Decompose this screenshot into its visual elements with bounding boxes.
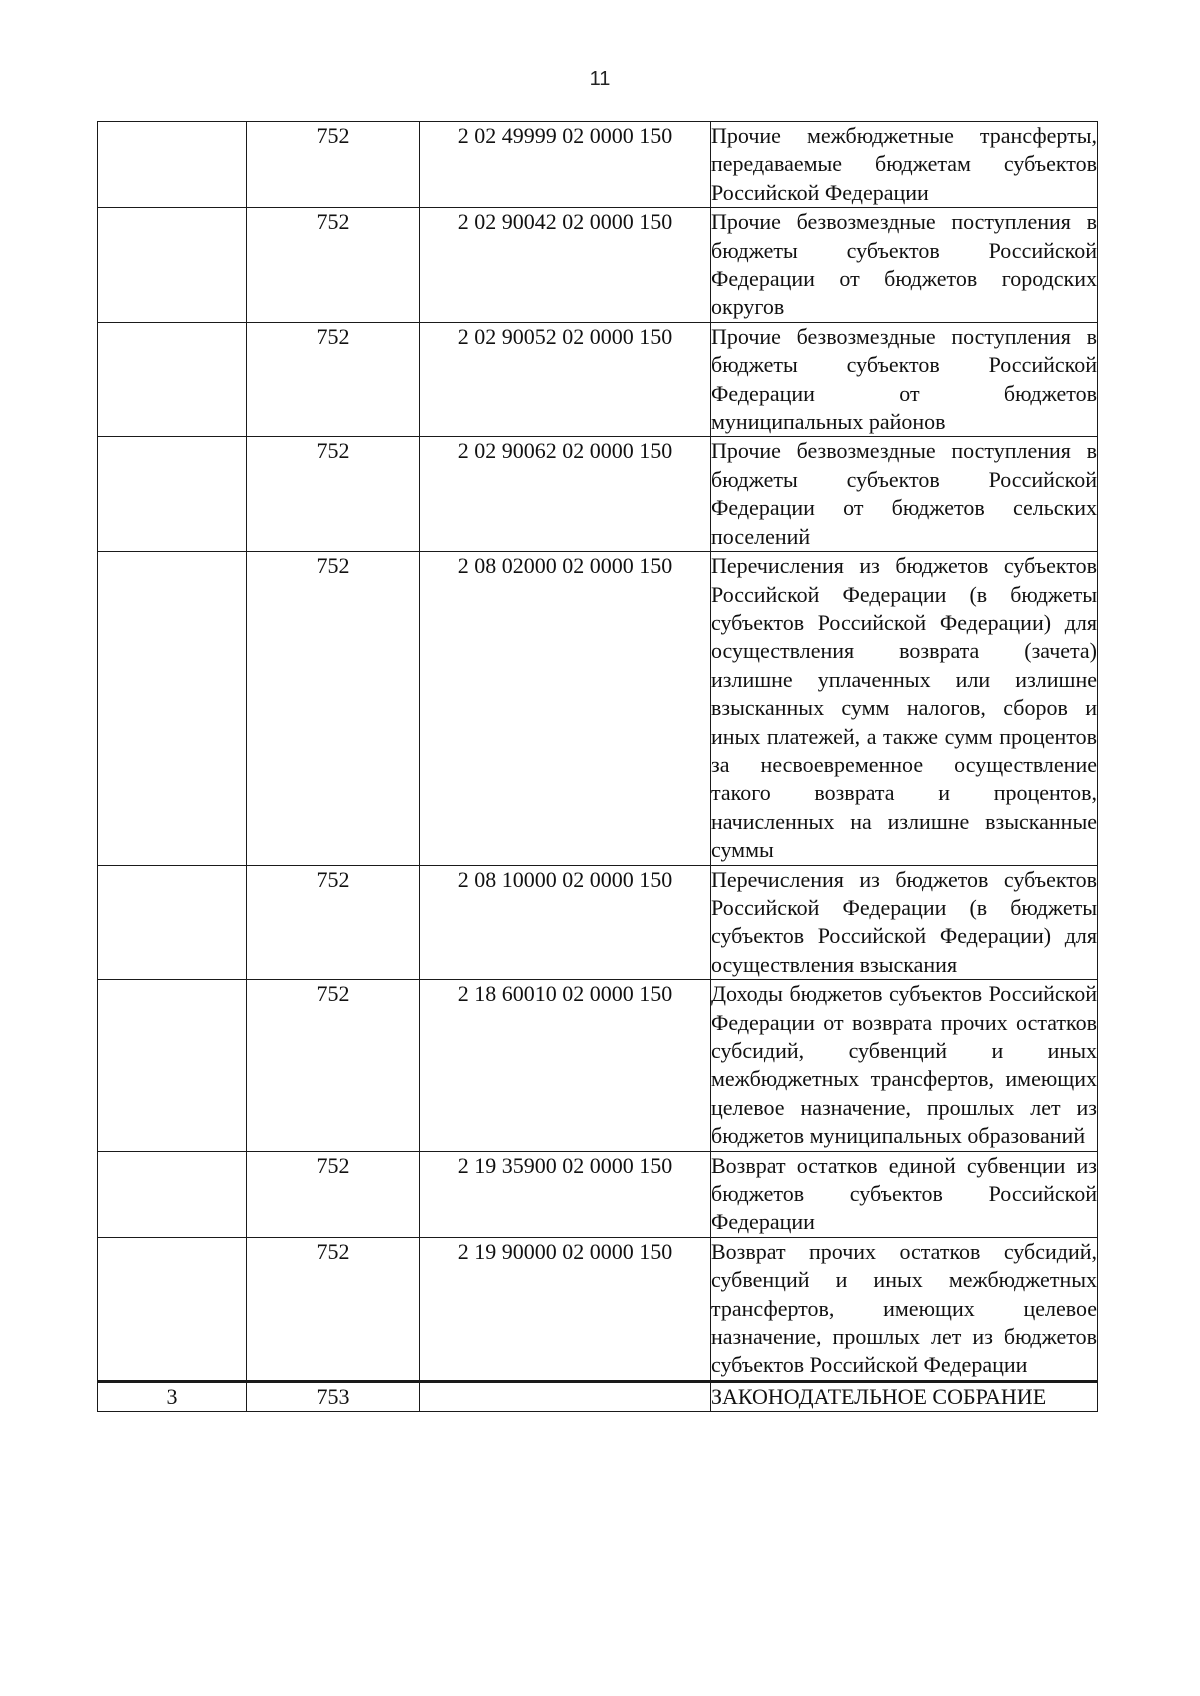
row-number-cell xyxy=(98,552,247,865)
table-row xyxy=(98,552,1098,865)
row-number-cell xyxy=(98,437,247,552)
admin-code-cell: 752 xyxy=(247,437,420,552)
income-name-cell: Прочие безвозмездные поступления в бюджеты субъектов Российской Федерации от бюджетов сельских поселений xyxy=(711,437,1098,552)
row-number-cell: 3 xyxy=(98,1381,247,1411)
income-name-cell: Прочие безвозмездные поступления в бюджеты субъектов Российской Федерации от бюджетов муниципальных районов xyxy=(711,322,1098,437)
income-codes-table xyxy=(97,121,1098,1412)
income-code-cell: 2 19 35900 02 0000 150 xyxy=(420,1151,711,1237)
row-number-cell xyxy=(98,1151,247,1237)
admin-code-cell: 752 xyxy=(247,208,420,323)
admin-code-cell: 752 xyxy=(247,1151,420,1237)
income-code-cell: 2 18 60010 02 0000 150 xyxy=(420,980,711,1151)
income-name-cell: Прочие безвозмездные поступления в бюджеты субъектов Российской Федерации от бюджетов городских округов xyxy=(711,208,1098,323)
admin-code-cell: 753 xyxy=(247,1381,420,1411)
income-name-cell: Перечисления из бюджетов субъектов Российской Федерации (в бюджеты субъектов Российской Федерации) для осуществления взыскания xyxy=(711,865,1098,980)
income-code-cell: 2 02 90052 02 0000 150 xyxy=(420,322,711,437)
admin-code-cell: 752 xyxy=(247,322,420,437)
income-name-cell: ЗАКОНОДАТЕЛЬНОЕ СОБРАНИЕ xyxy=(711,1381,1098,1411)
table-row xyxy=(98,865,1098,980)
page-number: 11 xyxy=(589,68,611,90)
income-name-cell: Возврат остатков единой субвенции из бюджетов субъектов Российской Федерации xyxy=(711,1151,1098,1237)
row-number-cell xyxy=(98,208,247,323)
table-row xyxy=(98,322,1098,437)
admin-code-cell: 752 xyxy=(247,1237,420,1381)
income-name-cell: Прочие межбюджетные трансферты, передаваемые бюджетам субъектов Российской Федерации xyxy=(711,122,1098,208)
admin-code-cell: 752 xyxy=(247,865,420,980)
row-number-cell xyxy=(98,122,247,208)
admin-code-cell: 752 xyxy=(247,980,420,1151)
income-code-cell: 2 02 90062 02 0000 150 xyxy=(420,437,711,552)
table-row xyxy=(98,1151,1098,1237)
admin-code-cell: 752 xyxy=(247,552,420,865)
income-name-cell: Перечисления из бюджетов субъектов Российской Федерации (в бюджеты субъектов Российской Федерации) для осуществления возврата (зачета) излишне уплаченных или излишне взысканных сумм налогов, сборов и иных платежей, а также сумм процентов за несвоевременное осуществление такого возврата и процентов, начисленных на излишне взысканные суммы xyxy=(711,552,1098,865)
income-code-cell: 2 02 49999 02 0000 150 xyxy=(420,122,711,208)
row-number-cell xyxy=(98,322,247,437)
income-code-cell: 2 08 02000 02 0000 150 xyxy=(420,552,711,865)
income-name-cell: Возврат прочих остатков субсидий, субвенций и иных межбюджетных трансфертов, имеющих целевое назначение, прошлых лет из бюджетов субъектов Российской Федерации xyxy=(711,1237,1098,1381)
table-row xyxy=(98,1381,1098,1411)
table-row xyxy=(98,208,1098,323)
income-code-cell: 2 08 10000 02 0000 150 xyxy=(420,865,711,980)
admin-code-cell: 752 xyxy=(247,122,420,208)
income-code-cell xyxy=(420,1381,711,1411)
income-name-cell: Доходы бюджетов субъектов Российской Федерации от возврата прочих остатков субсидий, субвенций и иных межбюджетных трансфертов, имеющих целевое назначение, прошлых лет из бюджетов муниципальных образований xyxy=(711,980,1098,1151)
table-row xyxy=(98,980,1098,1151)
income-code-cell: 2 19 90000 02 0000 150 xyxy=(420,1237,711,1381)
table-row xyxy=(98,437,1098,552)
income-code-cell: 2 02 90042 02 0000 150 xyxy=(420,208,711,323)
row-number-cell xyxy=(98,865,247,980)
table-row xyxy=(98,1237,1098,1381)
table-row xyxy=(98,122,1098,208)
row-number-cell xyxy=(98,980,247,1151)
row-number-cell xyxy=(98,1237,247,1381)
